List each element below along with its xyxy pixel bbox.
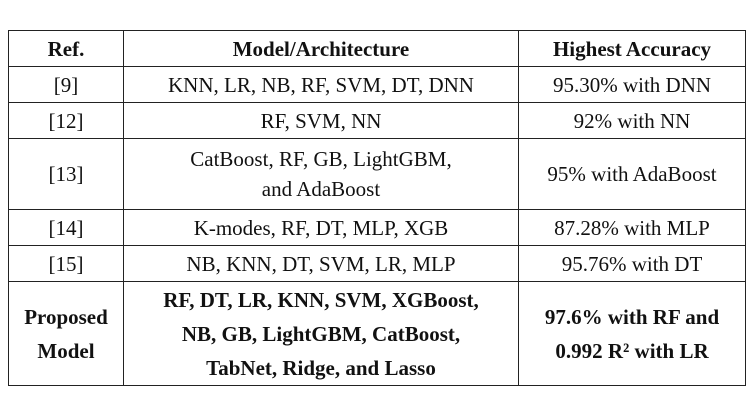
cell-line: 97.6% with RF and <box>544 304 720 329</box>
cell-line: 92% with NN <box>573 108 691 133</box>
table-row <box>9 103 746 139</box>
cell-line: CatBoost, RF, GB, LightGBM, <box>190 147 452 171</box>
accuracy-cell <box>519 210 746 246</box>
header-ref: Ref. <box>9 31 124 67</box>
accuracy-cell <box>519 67 746 103</box>
cell-line: Proposed <box>24 304 108 329</box>
cell-line: TabNet, Ridge, and Lasso <box>206 355 436 380</box>
cell-line: 95.30% with DNN <box>552 72 712 97</box>
model-cell <box>124 139 519 210</box>
cell-line: RF, DT, LR, KNN, SVM, XGBoost, <box>163 287 479 312</box>
model-cell <box>124 210 519 246</box>
cell-line: 95.76% with DT <box>561 251 703 276</box>
ref-cell <box>9 210 124 246</box>
header-model-architecture: Model/Architecture <box>124 31 519 67</box>
cell-line: and AdaBoost <box>261 177 381 201</box>
cell-line: [14] <box>48 215 84 240</box>
cell-line: [13] <box>48 162 84 186</box>
cell-line: 0.992 R² with LR <box>555 338 709 363</box>
cell-line: KNN, LR, NB, RF, SVM, DT, DNN <box>168 72 474 97</box>
accuracy-cell <box>519 103 746 139</box>
ref-cell <box>9 282 124 386</box>
cell-line: [12] <box>48 108 84 133</box>
cell-line: [15] <box>48 251 84 276</box>
accuracy-cell <box>519 246 746 282</box>
ref-cell <box>9 139 124 210</box>
table-row <box>9 210 746 246</box>
model-cell <box>124 246 519 282</box>
ref-cell <box>9 67 124 103</box>
model-cell <box>124 103 519 139</box>
comparison-table <box>8 30 746 386</box>
model-cell <box>124 67 519 103</box>
cell-line: Model <box>37 338 95 363</box>
cell-line: NB, KNN, DT, SVM, LR, MLP <box>186 251 456 276</box>
cell-line: NB, GB, LightGBM, CatBoost, <box>181 321 461 346</box>
table-row-proposed <box>9 282 746 386</box>
table-row <box>9 139 746 210</box>
header-highest-accuracy: Highest Accuracy <box>519 31 746 67</box>
header-row <box>9 31 746 67</box>
ref-cell <box>9 103 124 139</box>
accuracy-cell <box>519 282 746 386</box>
ref-cell <box>9 246 124 282</box>
cell-line: K-modes, RF, DT, MLP, XGB <box>193 215 449 240</box>
cell-line: [9] <box>53 72 79 97</box>
table-row <box>9 246 746 282</box>
table-row <box>9 67 746 103</box>
cell-line: 87.28% with MLP <box>554 215 710 240</box>
model-cell <box>124 282 519 386</box>
accuracy-cell <box>519 139 746 210</box>
cell-line: 95% with AdaBoost <box>547 162 717 186</box>
cell-line: RF, SVM, NN <box>260 108 382 133</box>
